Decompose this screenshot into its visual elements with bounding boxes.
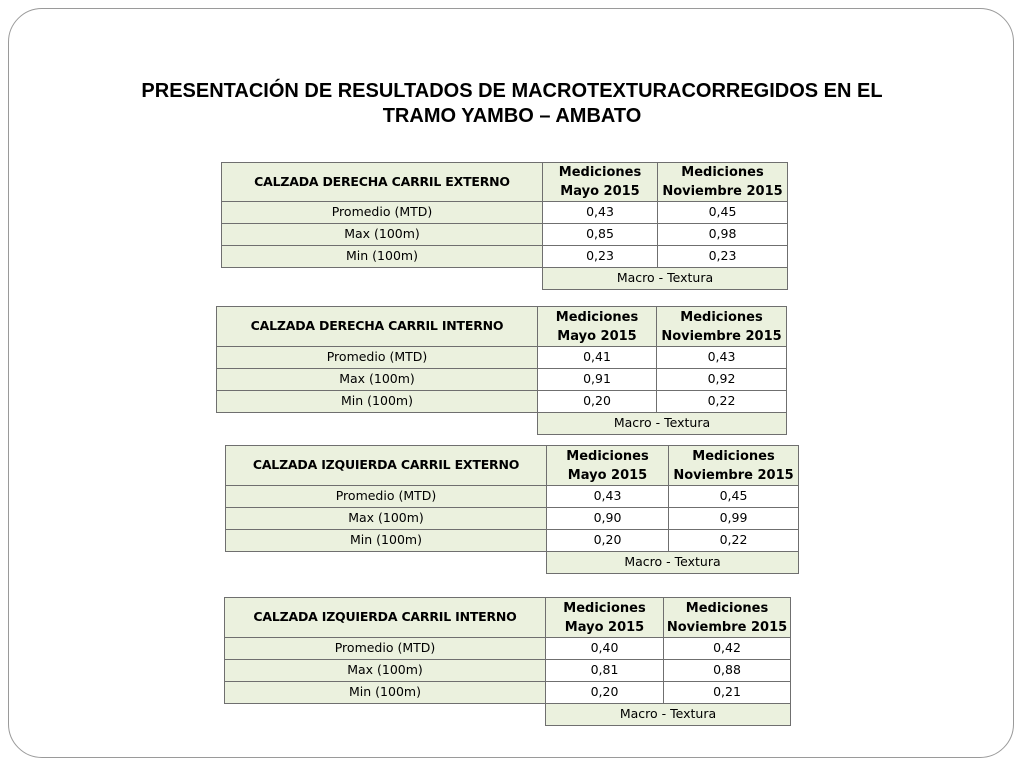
value-mayo: 0,20 bbox=[538, 391, 657, 413]
value-noviembre: 0,45 bbox=[658, 202, 788, 224]
table-izquierda-externo bbox=[225, 445, 799, 574]
row-label: Min (100m) bbox=[222, 246, 543, 268]
row-label: Promedio (MTD) bbox=[222, 202, 543, 224]
row-label: Promedio (MTD) bbox=[217, 347, 538, 369]
value-mayo: 0,23 bbox=[543, 246, 658, 268]
row-label: Promedio (MTD) bbox=[225, 638, 546, 660]
value-mayo: 0,20 bbox=[547, 530, 669, 552]
value-mayo: 0,85 bbox=[543, 224, 658, 246]
value-noviembre: 0,98 bbox=[658, 224, 788, 246]
value-noviembre: 0,22 bbox=[669, 530, 799, 552]
value-mayo: 0,91 bbox=[538, 369, 657, 391]
table-row bbox=[222, 224, 788, 246]
row-label: Min (100m) bbox=[217, 391, 538, 413]
value-mayo: 0,41 bbox=[538, 347, 657, 369]
value-noviembre: 0,23 bbox=[658, 246, 788, 268]
table-izquierda-interno bbox=[224, 597, 791, 726]
column-header-mayo: Mediciones Mayo 2015 bbox=[547, 446, 669, 486]
column-header-mayo: Mediciones Mayo 2015 bbox=[543, 163, 658, 202]
table-row bbox=[226, 508, 799, 530]
value-mayo: 0,81 bbox=[546, 660, 664, 682]
value-noviembre: 0,92 bbox=[657, 369, 787, 391]
slide-title-line1: PRESENTACIÓN DE RESULTADOS DE MACROTEXTURACORREGIDOS EN EL bbox=[141, 80, 883, 102]
slide-title bbox=[60, 79, 964, 129]
value-mayo: 0,40 bbox=[546, 638, 664, 660]
row-label: Max (100m) bbox=[226, 508, 547, 530]
table-footer: Macro - Textura bbox=[547, 552, 799, 574]
column-header-mayo: Mediciones Mayo 2015 bbox=[538, 307, 657, 347]
column-header-noviembre: Mediciones Noviembre 2015 bbox=[664, 598, 791, 638]
column-header-noviembre: Mediciones Noviembre 2015 bbox=[669, 446, 799, 486]
table-heading: CALZADA IZQUIERDA CARRIL INTERNO bbox=[225, 598, 546, 638]
row-label: Min (100m) bbox=[225, 682, 546, 704]
column-header-mayo: Mediciones Mayo 2015 bbox=[546, 598, 664, 638]
value-mayo: 0,43 bbox=[543, 202, 658, 224]
table-row bbox=[225, 638, 791, 660]
column-header-noviembre: Mediciones Noviembre 2015 bbox=[657, 307, 787, 347]
row-label: Max (100m) bbox=[222, 224, 543, 246]
row-label: Promedio (MTD) bbox=[226, 486, 547, 508]
table-derecha-externo bbox=[221, 162, 788, 290]
value-noviembre: 0,45 bbox=[669, 486, 799, 508]
row-label: Max (100m) bbox=[217, 369, 538, 391]
table-heading: CALZADA DERECHA CARRIL EXTERNO bbox=[222, 163, 543, 202]
value-mayo: 0,43 bbox=[547, 486, 669, 508]
value-noviembre: 0,42 bbox=[664, 638, 791, 660]
row-label: Min (100m) bbox=[226, 530, 547, 552]
table-heading: CALZADA IZQUIERDA CARRIL EXTERNO bbox=[226, 446, 547, 486]
table-row bbox=[217, 347, 787, 369]
value-noviembre: 0,21 bbox=[664, 682, 791, 704]
value-mayo: 0,20 bbox=[546, 682, 664, 704]
value-noviembre: 0,43 bbox=[657, 347, 787, 369]
slide-title-line2: TRAMO YAMBO – AMBATO bbox=[382, 105, 642, 127]
table-row bbox=[222, 246, 788, 268]
table-row bbox=[217, 369, 787, 391]
table-row bbox=[217, 391, 787, 413]
column-header-noviembre: Mediciones Noviembre 2015 bbox=[658, 163, 788, 202]
table-footer: Macro - Textura bbox=[543, 268, 788, 290]
table-derecha-interno bbox=[216, 306, 787, 435]
value-noviembre: 0,88 bbox=[664, 660, 791, 682]
table-row bbox=[226, 486, 799, 508]
row-label: Max (100m) bbox=[225, 660, 546, 682]
value-noviembre: 0,22 bbox=[657, 391, 787, 413]
table-footer: Macro - Textura bbox=[546, 704, 791, 726]
value-noviembre: 0,99 bbox=[669, 508, 799, 530]
table-row bbox=[225, 660, 791, 682]
table-row bbox=[226, 530, 799, 552]
value-mayo: 0,90 bbox=[547, 508, 669, 530]
table-row bbox=[225, 682, 791, 704]
table-footer: Macro - Textura bbox=[538, 413, 787, 435]
table-heading: CALZADA DERECHA CARRIL INTERNO bbox=[217, 307, 538, 347]
table-row bbox=[222, 202, 788, 224]
